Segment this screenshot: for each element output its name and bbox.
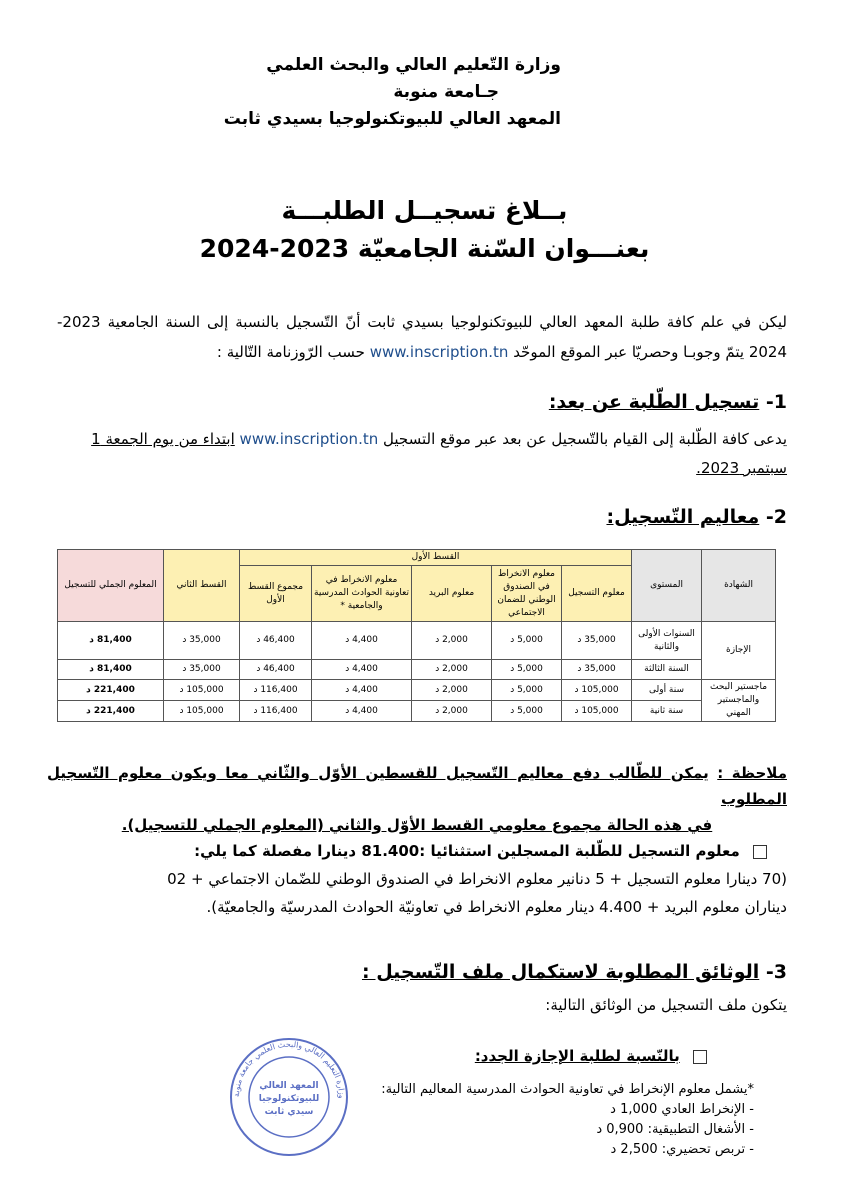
header-first-installment: القسط الأول (240, 550, 632, 566)
licence-subheading-row (57, 1042, 787, 1071)
official-stamp (228, 1036, 350, 1158)
cell-mail: 2,000 د (412, 660, 492, 680)
fee-detail-heading: معلوم التسجيل للطّلبة المسجلين استثنائيا :81.400 دينارا مفصلة كما يلي: (194, 842, 740, 860)
cell-insurance: 4,400 د (312, 680, 412, 701)
cell-first-total: 116,400 د (240, 701, 312, 722)
cell-mail: 2,000 د (412, 622, 492, 660)
cell-total: 221,400 د (58, 701, 164, 722)
cell-total: 221,400 د (58, 680, 164, 701)
table-row (58, 701, 776, 722)
cell-registration: 35,000 د (562, 660, 632, 680)
cell-insurance: 4,400 د (312, 701, 412, 722)
section-3-number: 3- (765, 961, 787, 983)
cell-level: السنوات الأولى والثانية (632, 622, 702, 660)
table-header-row (58, 550, 776, 566)
note-label: ملاحظة : (717, 764, 787, 782)
degree-master: ماجستير البحث والماجستير المهني (702, 680, 776, 722)
cell-second: 105,000 د (164, 701, 240, 722)
cell-level: السنة الثالثة (632, 660, 702, 680)
inscription-link[interactable]: www.inscription.tn (369, 343, 509, 361)
header-insurance-fee: معلوم الانخراط في تعاونية الحوادث المدرسية والجامعية * (312, 566, 412, 622)
header-registration-fee: معلوم التسجيل (562, 566, 632, 622)
fee-detail-line-1: (70 دينارا معلوم التسجيل + 5 دنانير معلوم الانخراط في الصندوق الوطني للضّمان الاجتماعي + 02 (167, 870, 787, 888)
stamp-line-1: المعهد العالي (259, 1081, 319, 1091)
cell-registration: 105,000 د (562, 701, 632, 722)
section-2-title: معاليم التّسجيل: (606, 506, 760, 528)
cell-cnss: 5,000 د (492, 660, 562, 680)
intro-text-end: حسب الرّوزنامة التّالية : (216, 343, 365, 361)
note-text-2: في هذه الحالة مجموع معلومي القسط الأوّل والثاني (المعلوم الجملي للتسجيل). (121, 816, 713, 834)
table-row (58, 680, 776, 701)
insurance-footnote (294, 1080, 754, 1160)
table-row (58, 622, 776, 660)
section-3-title: الوثائق المطلوبة لاستكمال ملف التّسجيل : (361, 961, 760, 983)
section-3-heading (57, 961, 787, 983)
table-row (58, 660, 776, 680)
section-1-date: ابتداء من يوم الجمعة 1 سبتمبر 2023. (91, 430, 787, 477)
list-item: - تربص تحضيري: 2,500 د (610, 1142, 754, 1157)
cell-cnss: 5,000 د (492, 701, 562, 722)
header-second-installment: القسط الثاني (164, 550, 240, 622)
section-2-number: 2- (765, 506, 787, 528)
cell-first-total: 46,400 د (240, 622, 312, 660)
stamp-line-3: سيدي ثابت (264, 1107, 314, 1117)
licence-subheading: بالنّسبة لطلبة الإجازة الجدد: (474, 1047, 680, 1065)
fee-detail-line-2: ديناران معلوم البريد + 4.400 دينار معلوم الانخراط في تعاونيّة الحوادث المدرسيّة والجامعيّة). (206, 898, 787, 916)
cell-second: 35,000 د (164, 622, 240, 660)
header-grand-total: المعلوم الجملي للتسجيل (58, 550, 164, 622)
fees-table (57, 549, 776, 722)
ministry-name: وزارة التّعليم العالي والبحث العلمي (266, 55, 561, 75)
institute-name: المعهد العالي للبيوتكنولوجيا بسيدي ثابت (223, 109, 561, 129)
header-cnss-fee: معلوم الانخراط في الصندوق الوطني للضمان الاجتماعي (492, 566, 562, 622)
cell-insurance: 4,400 د (312, 622, 412, 660)
footnote-heading: *يشمل معلوم الإنخراط في تعاونية الحوادث المدرسية المعاليم التالية: (381, 1082, 754, 1097)
section-1-link[interactable]: www.inscription.tn (239, 430, 379, 448)
cell-total: 81,400 د (58, 622, 164, 660)
stamp-line-2: للبيوتكنولوجيا (258, 1094, 320, 1104)
list-item: - الأشغال التطبيقية: 0,900 د (596, 1122, 754, 1137)
header-mail-fee: معلوم البريد (412, 566, 492, 622)
cell-second: 105,000 د (164, 680, 240, 701)
section-1-paragraph (57, 425, 787, 483)
list-item: - الإنخراط العادي 1,000 د (610, 1102, 754, 1117)
section-1-heading (57, 391, 787, 413)
section-2-heading (57, 506, 787, 528)
cell-mail: 2,000 د (412, 680, 492, 701)
notice-title: بــلاغ تسجيــل الطلبـــة (281, 196, 568, 225)
header-degree: الشهادة (702, 550, 776, 622)
ministry-header (161, 52, 561, 133)
cell-insurance: 4,400 د (312, 660, 412, 680)
cell-level: سنة أولى (632, 680, 702, 701)
university-name: جـامعة منوبة (393, 82, 499, 102)
cell-level: سنة ثانية (632, 701, 702, 722)
checkbox-icon (693, 1050, 707, 1064)
section-1-title: تسجيل الطّلبة عن بعد: (548, 391, 760, 413)
stamp-outer-text: وزارة التعليم العالي والبحث العلمي جامعة منوبة (231, 1039, 347, 1099)
note-line-2 (47, 812, 787, 838)
cell-first-total: 46,400 د (240, 660, 312, 680)
degree-licence: الإجازة (702, 622, 776, 680)
cell-total: 81,400 د (58, 660, 164, 680)
section-1-number: 1- (765, 391, 787, 413)
header-first-total: مجموع القسط الأول (240, 566, 312, 622)
intro-text: ليكن في علم كافة طلبة المعهد العالي للبيوتكنولوجيا بسيدي ثابت أنّ التّسجيل بالنسبة إلى السنة الجامعية 2023-2024 يتمّ وجوبـا وحصريّا عبر الموقع الموحّد (57, 313, 787, 361)
fee-detail-heading-row (37, 837, 787, 865)
header-level: المستوى (632, 550, 702, 622)
section-3-intro: يتكون ملف التسجيل من الوثائق التالية: (545, 996, 787, 1014)
fee-detail-block (37, 837, 787, 921)
cell-mail: 2,000 د (412, 701, 492, 722)
cell-first-total: 116,400 د (240, 680, 312, 701)
note-block (47, 760, 787, 838)
cell-cnss: 5,000 د (492, 680, 562, 701)
section-1-text: يدعى كافة الطّلبة إلى القيام بالتّسجيل عن بعد عبر موقع التسجيل (383, 430, 787, 448)
note-text-1: يمكن للطّالب دفع معاليم التّسجيل للقسطين الأوّل والثّاني معا ويكون معلوم التّسجيل المطلوب (47, 764, 787, 808)
cell-registration: 35,000 د (562, 622, 632, 660)
cell-cnss: 5,000 د (492, 622, 562, 660)
cell-registration: 105,000 د (562, 680, 632, 701)
note-line-1 (47, 760, 787, 812)
notice-subtitle: بعنـــوان السّنة الجامعيّة 2023-2024 (199, 234, 650, 263)
intro-paragraph (57, 307, 787, 367)
cell-second: 35,000 د (164, 660, 240, 680)
checkbox-icon (753, 845, 767, 859)
